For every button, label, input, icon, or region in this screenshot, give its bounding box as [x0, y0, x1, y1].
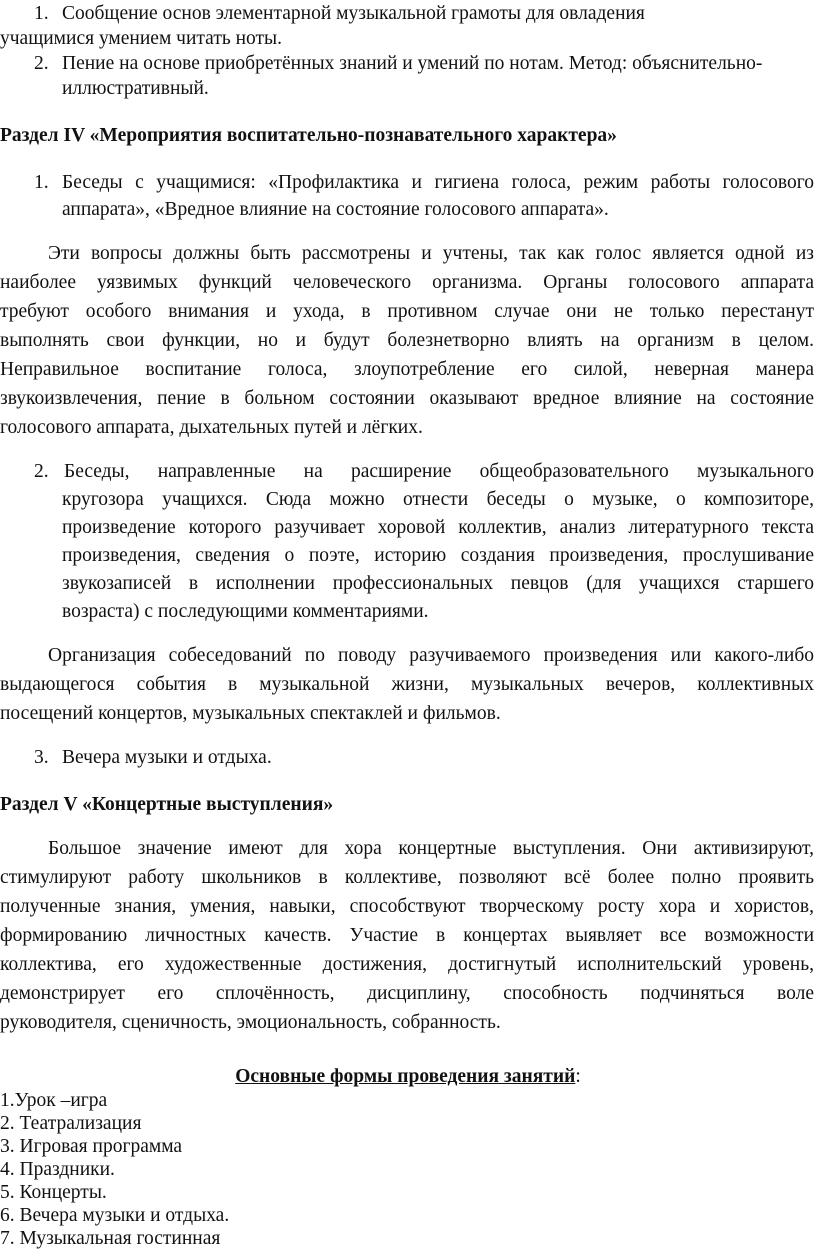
list-text-line: Сообщение основ элементарной музыкальной грамоты для овладения [62, 3, 645, 24]
paragraph-line: демонстрирует его сплочённость, дисциплину, способность подчиняться воле [0, 983, 814, 1004]
paragraph-line: формированию личностных качеств. Участие в концертах выявляет все возможности [0, 925, 814, 946]
paragraph-line: Неправильное воспитание голоса, злоупотребление его силой, неверная манера [0, 359, 814, 380]
list-item: 7. Музыкальная гостинная [0, 1228, 221, 1249]
list-item: 2. Театрализация [0, 1113, 142, 1134]
forms-heading-colon: : [575, 1066, 581, 1087]
list-text-line: возраста) с последующими комментариями. [62, 601, 429, 622]
list-text-line: произведения, сведения о поэте, историю создания произведения, прослушивание [62, 545, 814, 566]
paragraph-line: выполнять свои функции, но и будут болезнетворно влиять на организм в целом. [0, 330, 814, 351]
list-number: 2. [34, 53, 49, 74]
list-item: 3. Игровая программа [0, 1136, 183, 1157]
list-text-line: кругозора учащихся. Сюда можно отнести беседы о музыке, о композиторе, [62, 489, 814, 510]
list-number: 1. [34, 3, 49, 24]
list-text-line: Беседы с учащимися: «Профилактика и гигиена голоса, режим работы голосового [62, 172, 814, 193]
paragraph-line: наиболее уязвимых функций человеческого организма. Органы голосового аппарата [0, 272, 814, 293]
paragraph-line: руководителя, сценичность, эмоциональность, собранность. [0, 1012, 501, 1033]
list-number: 2. [34, 461, 49, 482]
section-5-heading: Раздел V «Концертные выступления» [0, 794, 334, 815]
paragraph-line: полученные знания, умения, навыки, способствуют творческому росту хора и хористов, [0, 896, 814, 917]
list-text-line: иллюстративный. [62, 78, 209, 99]
list-number: 3. [34, 747, 49, 768]
list-number: 1. [34, 172, 49, 193]
list-text-line: Вечера музыки и отдыха. [62, 747, 272, 768]
paragraph-line: требуют особого внимания и ухода, в противном случае они не только перестанут [0, 301, 814, 322]
paragraph-line: Большое значение имеют для хора концертные выступления. Они активизируют, [48, 838, 814, 859]
paragraph-line: коллектива, его художественные достижения, достигнутый исполнительский уровень, [0, 954, 814, 975]
paragraph-line: посещений концертов, музыкальных спектаклей и фильмов. [0, 703, 501, 724]
list-text-line: учащимися умением читать ноты. [0, 28, 283, 49]
list-item: 4. Праздники. [0, 1159, 115, 1180]
list-item: 5. Концерты. [0, 1182, 107, 1203]
list-text-line: звукозаписей в исполнении профессиональных певцов (для учащихся старшего [62, 573, 814, 594]
paragraph-line: звукоизвлечения, пение в больном состоянии оказывают вредное влияние на состояние [0, 388, 814, 409]
paragraph-line: Эти вопросы должны быть рассмотрены и учтены, так как голос является одной из [48, 243, 814, 264]
list-item: 6. Вечера музыки и отдыха. [0, 1205, 230, 1226]
paragraph-line: выдающегося события в музыкальной жизни, музыкальных вечеров, коллективных [0, 674, 814, 695]
forms-heading [0, 1066, 816, 1088]
list-text-line: произведение которого разучивает хоровой коллектив, анализ литературного текста [62, 517, 814, 538]
list-text-line: Беседы, направленные на расширение общеобразовательного музыкального [64, 461, 814, 482]
section-4-heading: Раздел IV «Мероприятия воспитательно-познавательного характера» [0, 125, 617, 146]
list-text-line: Пение на основе приобретённых знаний и умений по нотам. Метод: объяснительно- [62, 53, 763, 74]
paragraph-line: стимулируют работу школьников в коллективе, позволяют всё более полно проявить [0, 867, 814, 888]
paragraph-line: Организация собеседований по поводу разучиваемого произведения или какого-либо [48, 645, 814, 666]
list-item: 1.Урок –игра [0, 1090, 108, 1111]
list-text-line: аппарата», «Вредное влияние на состояние голосового аппарата». [62, 199, 609, 220]
forms-heading-text: Основные формы проведения занятий [235, 1066, 576, 1087]
paragraph-line: голосового аппарата, дыхательных путей и лёгких. [0, 417, 423, 438]
